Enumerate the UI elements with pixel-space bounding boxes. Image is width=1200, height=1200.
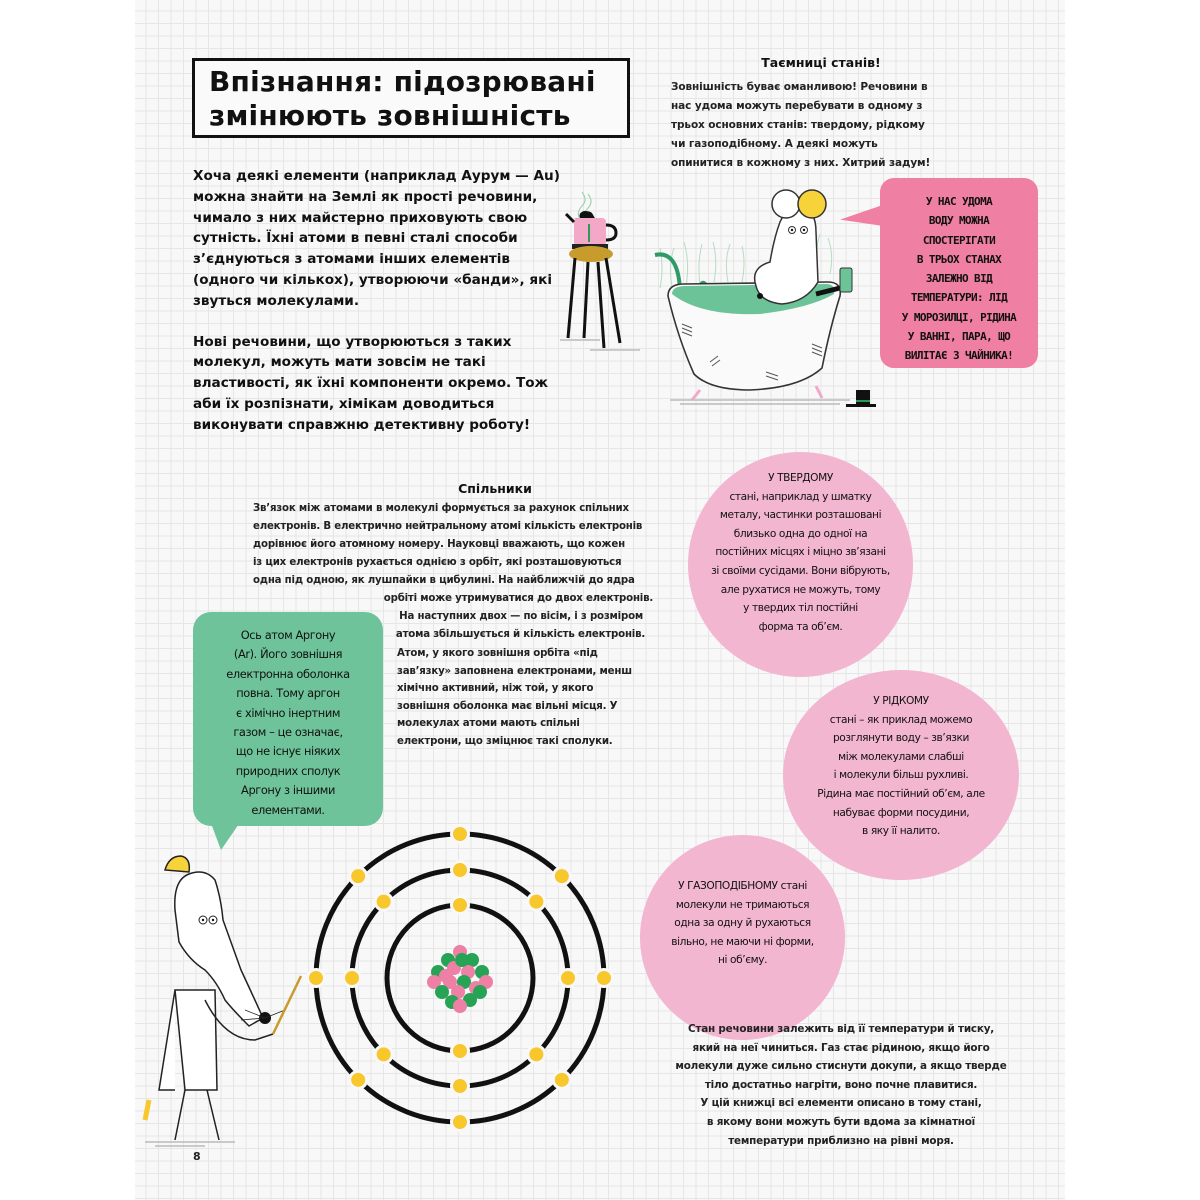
bubble-line: є хімічно інертним [235,705,341,720]
state-line: між молекулами слабші [838,750,964,763]
page-number: 8 [193,1150,201,1163]
intro-text [193,166,573,456]
state-lead: У РІДКОМУ [873,695,929,707]
note-line: Стан речовини залежить від її температури й тиску, [687,1023,995,1035]
state-line: одна за одну й рухаються [674,917,811,930]
state-line: розглянути воду – зв’язки [832,732,970,745]
note-line: У цій книжці всі елементи описано в тому стані, [700,1097,982,1110]
neutron [455,953,469,967]
electron [528,1046,545,1063]
state-line: Рідина має постійний об’єм, але [817,787,985,800]
body-line: одна під одною, як лушпайки в цибулині. На найближчій до ядра [253,575,635,586]
electron [452,1043,469,1060]
mouse-in-bath-icon [755,190,852,304]
bubble-line: Аргону з іншими [241,783,335,798]
argon-atom-diagram [300,820,620,1150]
neutron [435,985,449,999]
electron [596,970,613,987]
state-line: молекули не тримаються [675,898,810,911]
state-line: ні об’єму. [717,954,768,967]
bubble-line: У ВАННІ, ПАРА, ЩО [907,330,1011,344]
state-line: але рухатися не можуть, тому [720,583,881,596]
speech-bubble-tail [839,204,885,229]
page-title-line-1: Впізнання: підозрювані [209,65,596,98]
electron [560,970,577,987]
water-states-speech-bubble [880,178,1038,368]
page-title-line-2: змінюють зовнішність [209,99,571,132]
state-conditions-note [665,1020,1017,1150]
bubble-line: В ТРЬОХ СТАНАХ [916,252,1002,266]
book-page [135,0,1065,1200]
bubble-line: СПОСТЕРІГАТИ [922,233,996,247]
body-line: Зв’язок між атомами в молекулі формується за рахунок спільних [253,503,629,514]
state-line: у твердих тіл постійні [743,602,858,615]
kettle-icon [566,211,616,249]
state-line: У ГАЗОПОДІБНОМУ стані [678,880,807,892]
top-hat-icon [846,390,876,407]
bubble-line: електронна оболонка [226,666,350,681]
body-line: На наступних двох — по вісім, і з розміром [399,611,643,622]
state-line: постійних місцях і міцно зв’язані [715,546,886,559]
bathtub-icon [668,282,850,404]
bubble-line: що не існує ніяких [235,744,341,759]
note-line: тіло достатньо нагріти, воно почне плавитися. [704,1078,978,1091]
electron [375,893,392,910]
bubble-line: природних сполук [235,763,341,778]
electron [350,1071,367,1088]
state-line: металу, частинки розташовані [719,509,882,522]
bubble-line: елементами. [251,802,325,817]
bubble-line: ЗАЛЕЖНО ВІД [925,272,993,286]
title-box [192,58,630,138]
state-line: стані – як приклад можемо [829,713,973,726]
state-line: вільно, не маючи ні форми, [671,935,814,948]
common-section-title: Спільники [458,481,532,496]
bubble-line: У НАС УДОМА [925,195,993,208]
electron [452,1114,469,1131]
stool-icon [560,246,640,350]
intro-paragraph-1: Хоча деякі елементи (наприклад Аурум — Au) можна знайти на Землі як прості речовини, чимало з них майстерно приховують свою сутність. Їхні атоми в певні сталі способи з’єднуються з атомами інших елементів (одного чи кількох), утворюючи «банди», які звуться молекулами. [193,168,560,309]
state-line: набуває форми посудини, [832,806,970,819]
bubble-line: У МОРОЗИЛЦІ, РІДИНА [901,310,1017,324]
note-line: температури приблизно на рівні моря. [728,1134,954,1147]
solid-state-circle [688,452,913,677]
state-line: стані, наприклад у шматку [729,490,872,503]
argon-speech-bubble [193,612,383,826]
scientist-mouse-illustration [145,850,315,1150]
electron [452,862,469,879]
note-line: молекули дуже сильно стиснути докупи, а якщо тверде [675,1060,1007,1073]
electron [308,970,325,987]
atom-note-text: Атом, у якого зовнішня орбіта «під зав’язку» заповнена електронами, менш хімічно активний, ніж той, у якого зовнішня оболонка має вільні місця. У молекулах атоми мають спільні електрони, що зміцнює такі сполуки. [397,648,632,747]
state-line: форма та об’єм. [758,620,843,633]
bubble-line: газом – це означає, [233,725,343,740]
proton [453,999,467,1013]
bubble-line: ТЕМПЕРАТУРИ: ЛІД [910,291,1008,305]
electron [452,897,469,914]
electron [452,1078,469,1095]
bubble-line: (Ar). Його зовнішня [233,647,343,662]
proton [439,969,453,983]
state-line: в яку її налито. [862,825,940,838]
body-line: електронів. В електрично нейтральному атомі кількість електронів [253,521,643,532]
bubble-line: Ось атом Аргону [240,628,336,642]
note-line: який на неї чиниться. Газ стає рідиною, якщо його [692,1041,990,1054]
state-lead: У ТВЕРДОМУ [768,472,833,484]
note-line: в якому вони можуть бути вдома за кімнатної [706,1115,976,1128]
electron [553,868,570,885]
bubble-line: ВИЛІТАЄ З ЧАЙНИКА! [904,349,1014,363]
state-line: близько одна до одної на [733,527,868,540]
secret-of-states-title: Таємниці станів! [761,55,881,70]
electron [350,868,367,885]
electron [344,970,361,987]
liquid-state-circle [783,670,1019,880]
electron [553,1071,570,1088]
state-line: і молекули більш рухливі. [833,769,969,782]
secret-of-states-body: Зовнішність буває оманливою! Речовини в нас удома можуть перебувати в одному з трьох основних станів: твердому, рідкому чи газоподібному. А деякі можуть опинитися в кожному з них. Хитрий задум! [671,81,931,169]
bubble-line: повна. Тому аргон [236,686,340,701]
electron [375,1046,392,1063]
body-line: орбіті може утримуватися до двох електронів. [383,593,653,604]
body-line: атома збільшується й кількість електронів. [395,629,645,640]
body-line: дорівнює його атомному номеру. Науковці вважають, що кожен [253,539,625,550]
gas-state-circle [640,835,845,1040]
intro-paragraph-2: Нові речовини, що утворюються з таких молекул, можуть мати зовсім не такі властивості, як їхні компоненти окремо. Тож аби їх розпізнати, хімікам доводиться виконувати справжню детективну роботу! [193,333,549,433]
bath-illustration [560,178,880,418]
electron [528,893,545,910]
body-line: із цих електронів рухається однією з орбіт, які розташовуються [253,557,622,568]
bubble-line: ВОДУ МОЖНА [928,214,990,228]
electron [452,826,469,843]
neutron [473,985,487,999]
state-line: зі своїми сусідами. Вони вібрують, [711,564,890,577]
